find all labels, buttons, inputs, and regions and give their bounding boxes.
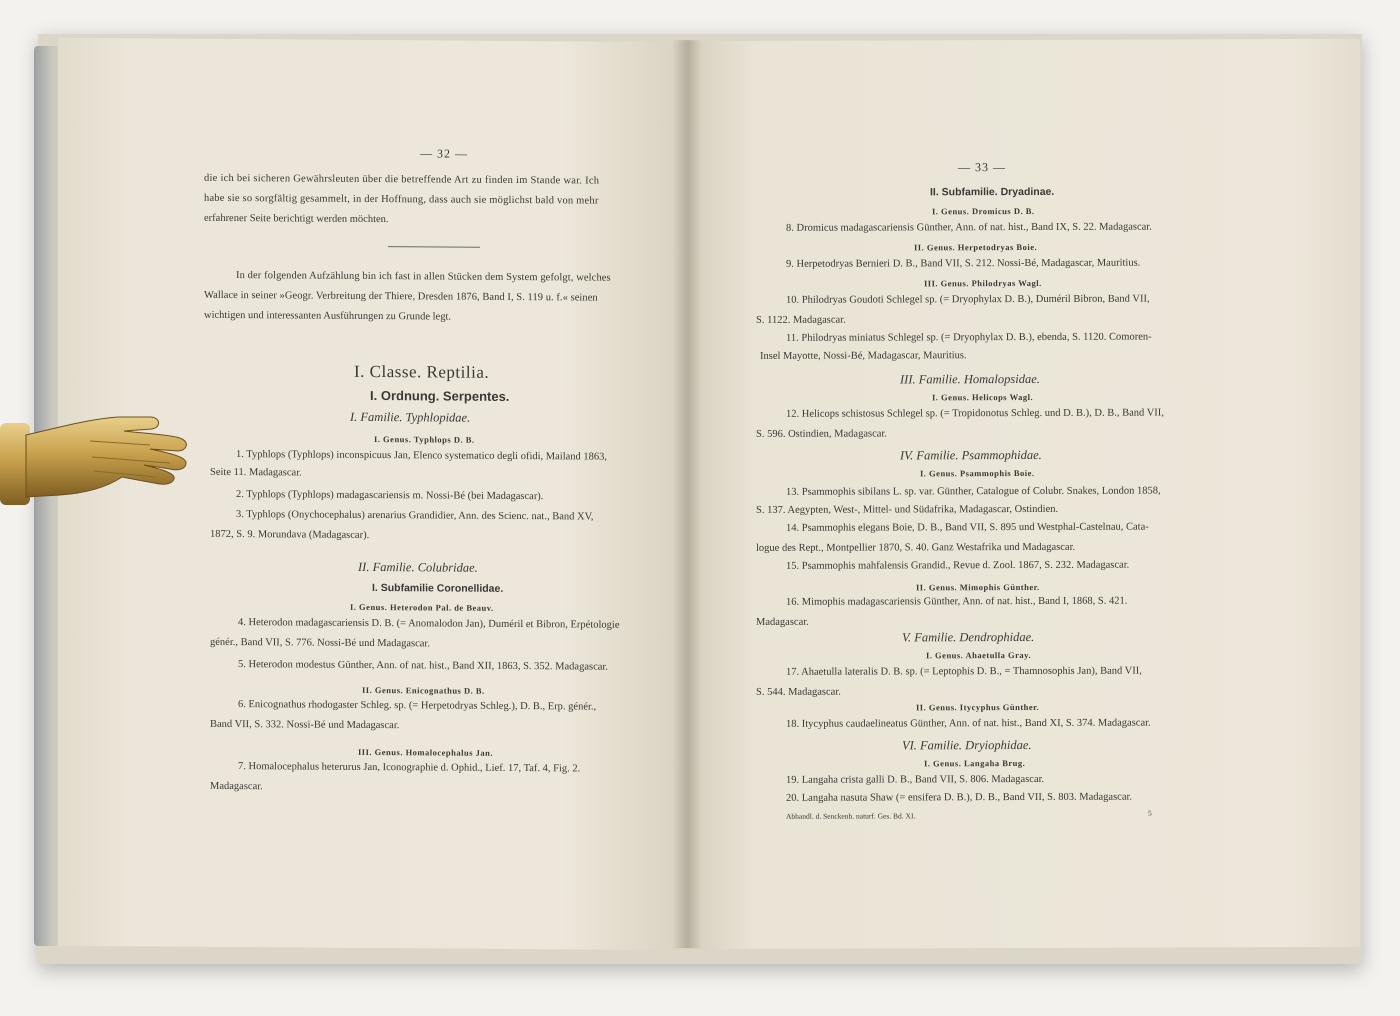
entry-3-line-1: 3. Typhlops (Onychocephalus) arenarius Grandidier, Ann. des Scienc. nat., Band XV, <box>236 509 594 523</box>
familie-dendrophidae: V. Familie. Dendrophidae. <box>902 629 1035 645</box>
entry-19: 19. Langaha crista galli D. B., Band VII, S. 806. Madagascar. <box>786 773 1045 786</box>
entry-12-line-2: S. 596. Ostindien, Madagascar. <box>756 428 887 440</box>
footer-signature: 5 <box>1148 808 1152 818</box>
book-gutter <box>672 40 702 948</box>
ordnung-heading: I. Ordnung. Serpentes. <box>370 387 510 404</box>
entry-12-line-1: 12. Helicops schistosus Schlegel sp. (= Tropidonotus Schleg. und D. B.), D. B., Band VII, <box>786 407 1164 420</box>
entry-11-line-1: 11. Philodryas miniatus Schlegel sp. (= Dryophylax D. B.), ebenda, S. 1120. Comoren- <box>786 331 1152 344</box>
entry-7-line-2: Madagascar. <box>210 780 263 793</box>
genus-mimophis: II. Genus. Mimophis Günther. <box>916 581 1040 593</box>
genus-psammophis: I. Genus. Psammophis Boie. <box>920 467 1035 479</box>
entry-7-line-1: 7. Homalocephalus heterurus Jan, Iconographie d. Ophid., Lief. 17, Taf. 4, Fig. 2. <box>238 761 581 775</box>
entry-14-line-1: 14. Psammophis elegans Boie, D. B., Band VII, S. 895 und Westphal-Castelnau, Cata- <box>786 521 1149 534</box>
subfamilie-dryadinae: II. Subfamilie. Dryadinae. <box>930 185 1055 199</box>
familie-homalopsidae: III. Familie. Homalopsidae. <box>900 371 1040 387</box>
genus-ahaetulla: I. Genus. Ahaetulla Gray. <box>926 649 1032 661</box>
entry-4-line-1: 4. Heterodon madagascariensis D. B. (= Anomalodon Jan), Duméril et Bibron, Erpétologie <box>238 617 620 631</box>
genus-dromicus: I. Genus. Dromicus D. B. <box>932 205 1035 217</box>
intro-line-2: habe sie so sorgfältig gesammelt, in der Hoffnung, dass auch sie möglichst bald von mehr <box>204 192 599 207</box>
entry-9: 9. Herpetodryas Bernieri D. B., Band VII, S. 212. Nossi-Bé, Madagascar, Mauritius. <box>786 257 1141 270</box>
genus-heterodon: I. Genus. Heterodon Pal. de Beauv. <box>350 601 494 613</box>
intro-line-1: die ich bei sicheren Gewährsleuten über die betreffende Art zu finden im Stande war. Ich <box>204 172 600 187</box>
page-number-right: — 33 — <box>958 160 1006 175</box>
familie-colubridae: II. Familie. Colubridae. <box>358 559 478 575</box>
entry-17-line-1: 17. Ahaetulla lateralis D. B. sp. (= Leptophis D. B., = Thamnosophis Jan), Band VII, <box>786 665 1142 678</box>
page-number-left: — 32 — <box>420 146 468 161</box>
genus-langaha: I. Genus. Langaha Brug. <box>924 757 1026 769</box>
entry-5: 5. Heterodon modestus Günther, Ann. of nat. hist., Band XII, 1863, S. 352. Madagascar. <box>238 659 608 673</box>
entry-20: 20. Langaha nasuta Shaw (= ensifera D. B.), D. B., Band VII, S. 803. Madagascar. <box>786 791 1133 804</box>
entry-3-line-2: 1872, S. 9. Morundava (Madagascar). <box>210 528 370 541</box>
familie-psammophidae: IV. Familie. Psammophidae. <box>900 447 1042 463</box>
entry-16-line-1: 16. Mimophis madagascariensis Günther, Ann. of nat. hist., Band I, 1868, S. 421. <box>786 595 1128 608</box>
separator-rule <box>388 246 480 248</box>
familie-dryiophidae: VI. Familie. Dryiophidae. <box>902 737 1032 753</box>
entry-4-line-2: génér., Band VII, S. 776. Nossi-Bé und Madagascar. <box>210 636 430 650</box>
classe-heading: I. Classe. Reptilia. <box>354 361 490 382</box>
entry-18: 18. Itycyphus caudaelineatus Günther, Ann. of nat. hist., Band XI, S. 374. Madagascar. <box>786 717 1151 730</box>
para2-line-1: In der folgenden Aufzählung bin ich fast in allen Stücken dem System gefolgt, welches <box>236 270 611 284</box>
entry-2: 2. Typhlops (Typhlops) madagascariensis m. Nossi-Bé (bei Madagascar). <box>236 489 544 503</box>
entry-17-line-2: S. 544. Madagascar. <box>756 686 841 698</box>
intro-line-3: erfahrener Seite berichtigt werden möchten. <box>204 212 389 226</box>
genus-enicognathus: II. Genus. Enicognathus D. B. <box>362 684 485 696</box>
entry-8: 8. Dromicus madagascariensis Günther, Ann. of nat. hist., Band IX, S. 22. Madagascar. <box>786 221 1152 234</box>
footer-citation: Abhandl. d. Senckenb. naturf. Ges. Bd. XI. <box>786 811 916 821</box>
entry-15: 15. Psammophis mahfalensis Grandid., Revue d. Zool. 1867, S. 232. Madagascar. <box>786 559 1130 572</box>
para2-line-2: Wallace in seiner »Geogr. Verbreitung der Thiere, Dresden 1876, Band I, S. 119 u. f.« seinen <box>204 289 598 304</box>
genus-itycyphus: II. Genus. Itycyphus Günther. <box>916 701 1040 713</box>
entry-10-line-1: 10. Philodryas Goudoti Schlegel sp. (= Dryophylax D. B.), Duméril Bibron, Band VII, <box>786 293 1150 306</box>
brass-hand-bookmark <box>0 405 190 505</box>
entry-13-line-1: 13. Psammophis sibilans L. sp. var. Günther, Catalogue of Colubr. Snakes, London 1858, <box>786 485 1161 498</box>
para2-line-3: wichtigen und interessanten Ausführungen zu Grunde legt. <box>204 309 451 323</box>
genus-herpetodryas: II. Genus. Herpetodryas Boie. <box>914 241 1038 253</box>
entry-1-line-1: 1. Typhlops (Typhlops) inconspicuus Jan, Elenco systematico degli ofidi, Mailand 1863, <box>236 449 608 463</box>
genus-homalocephalus: III. Genus. Homalocephalus Jan. <box>358 746 493 758</box>
entry-1-line-2: Seite 11. Madagascar. <box>210 466 302 479</box>
genus-helicops: I. Genus. Helicops Wagl. <box>932 391 1034 403</box>
entry-6-line-2: Band VII, S. 332. Nossi-Bé und Madagascar. <box>210 718 400 732</box>
familie-typhlopidae: I. Familie. Typhlopidae. <box>350 409 471 425</box>
entry-6-line-1: 6. Enicognathus rhodogaster Schleg. sp. (= Herpetodryas Schleg.), D. B., Erp. génér., <box>238 699 597 713</box>
subfamilie-coronellidae: I. Subfamilie Coronellidae. <box>372 581 504 595</box>
genus-typhlops: I. Genus. Typhlops D. B. <box>374 434 475 445</box>
entry-10-line-2: S. 1122. Madagascar. <box>756 314 846 326</box>
right-page <box>688 39 1360 949</box>
entry-14-line-2: logue des Rept., Montpellier 1870, S. 40. Ganz Westafrika und Madagascar. <box>756 541 1076 554</box>
genus-philodryas: III. Genus. Philodryas Wagl. <box>924 277 1042 289</box>
entry-13-line-2: S. 137. Aegypten, West-, Mittel- und Südafrika, Madagascar, Ostindien. <box>756 503 1059 516</box>
entry-11-line-2: Insel Mayotte, Nossi-Bé, Madagascar, Mauritius. <box>760 350 967 362</box>
entry-16-line-2: Madagascar. <box>756 616 809 628</box>
